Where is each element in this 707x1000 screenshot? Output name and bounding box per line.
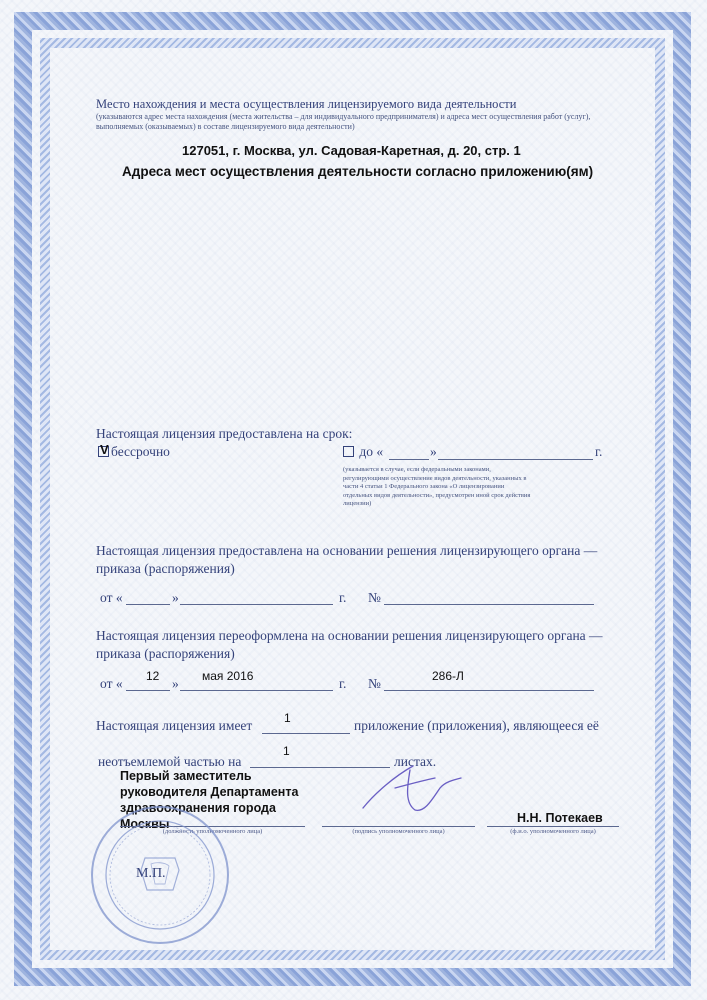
- term-indefinite: [98, 444, 170, 460]
- term-until: [343, 444, 383, 460]
- reissued-number-prefix: №: [368, 676, 381, 691]
- reissued-day: 12: [146, 669, 160, 683]
- mp-label: М.П.: [136, 866, 166, 881]
- granted-from-prefix: от «: [100, 590, 123, 605]
- handwritten-signature: [355, 758, 465, 818]
- location-heading: Место нахождения и места осуществления лицензируемого вида деятельности: [96, 97, 517, 111]
- appendix-has-suffix: приложение (приложения), являющееся её: [354, 718, 599, 733]
- signature-caption: (подпись уполномоченного лица): [352, 828, 445, 835]
- appendix-sheets: 1: [283, 744, 290, 758]
- granted-number-prefix: №: [368, 590, 381, 605]
- location-note: (указываются адрес места нахождения (места жительства – для индивидуального предпринимателя) и адреса мест осуществления работ (услуг), выполняемых (оказываемых) в составе лицензируемого вида деятельности): [96, 112, 591, 131]
- reissued-number-line: [384, 690, 594, 691]
- appendix-part-prefix: неотъемлемой частью на: [98, 754, 242, 769]
- granted-day-line: [126, 604, 170, 605]
- signatory-position: Первый заместитель руководителя Департамента здравоохранения города Москвы: [120, 769, 299, 831]
- reissued-number: 286-Л: [432, 669, 464, 683]
- until-year-suffix: г.: [595, 444, 603, 459]
- appendix-count-line: [262, 733, 350, 734]
- appendix-has-prefix: Настоящая лицензия имеет: [96, 718, 253, 733]
- granted-month-line: [180, 604, 333, 605]
- reissued-label: Настоящая лицензия переоформлена на основании решения лицензирующего органа — приказа (распоряжения): [96, 628, 603, 661]
- appendix-count: 1: [284, 711, 291, 725]
- until-day-line: [389, 459, 429, 460]
- granted-year-suffix: г.: [339, 590, 347, 605]
- position-caption: (должность уполномоченного лица): [162, 828, 263, 835]
- term-label: Настоящая лицензия предоставлена на срок:: [96, 426, 353, 441]
- granted-label: Настоящая лицензия предоставлена на основании решения лицензирующего органа — приказа (распоряжения): [96, 543, 598, 576]
- reissued-day-line: [126, 690, 170, 691]
- until-prefix: до «: [359, 444, 384, 459]
- indefinite-label: бессрочно: [111, 444, 170, 459]
- granted-from-mid: »: [172, 590, 179, 605]
- reissued-from-prefix: от «: [100, 676, 123, 691]
- reissued-month-line: [180, 690, 333, 691]
- until-checkbox: [343, 446, 354, 457]
- name-line: [487, 826, 619, 827]
- address-text: 127051, г. Москва, ул. Садовая-Каретная, д. 20, стр. 1: [182, 143, 521, 158]
- reissued-month-year: мая 2016: [202, 669, 254, 683]
- reissued-year-suffix: г.: [339, 676, 347, 691]
- signature-line: [322, 826, 475, 827]
- until-mid: »: [430, 444, 437, 459]
- signatory-name: Н.Н. Потекаев: [517, 811, 603, 825]
- reissued-from-mid: »: [172, 676, 179, 691]
- granted-number-line: [384, 604, 594, 605]
- checkmark: V: [100, 442, 109, 457]
- appendix-addresses-note: Адреса мест осуществления деятельности согласно приложению(ям): [122, 164, 594, 179]
- name-caption: (ф.и.о. уполномоченного лица): [510, 828, 596, 835]
- appendix-part-suffix: листах.: [394, 754, 437, 769]
- until-date-line: [438, 459, 593, 460]
- term-note: (указывается в случае, если федеральными законами, регулирующими осуществление видов деятельности, указанных в части 4 статьи 1 Федерального закона «О лицензировании отдельных видов деятельности», предусмотрен иной срок действия лицензии): [343, 466, 531, 507]
